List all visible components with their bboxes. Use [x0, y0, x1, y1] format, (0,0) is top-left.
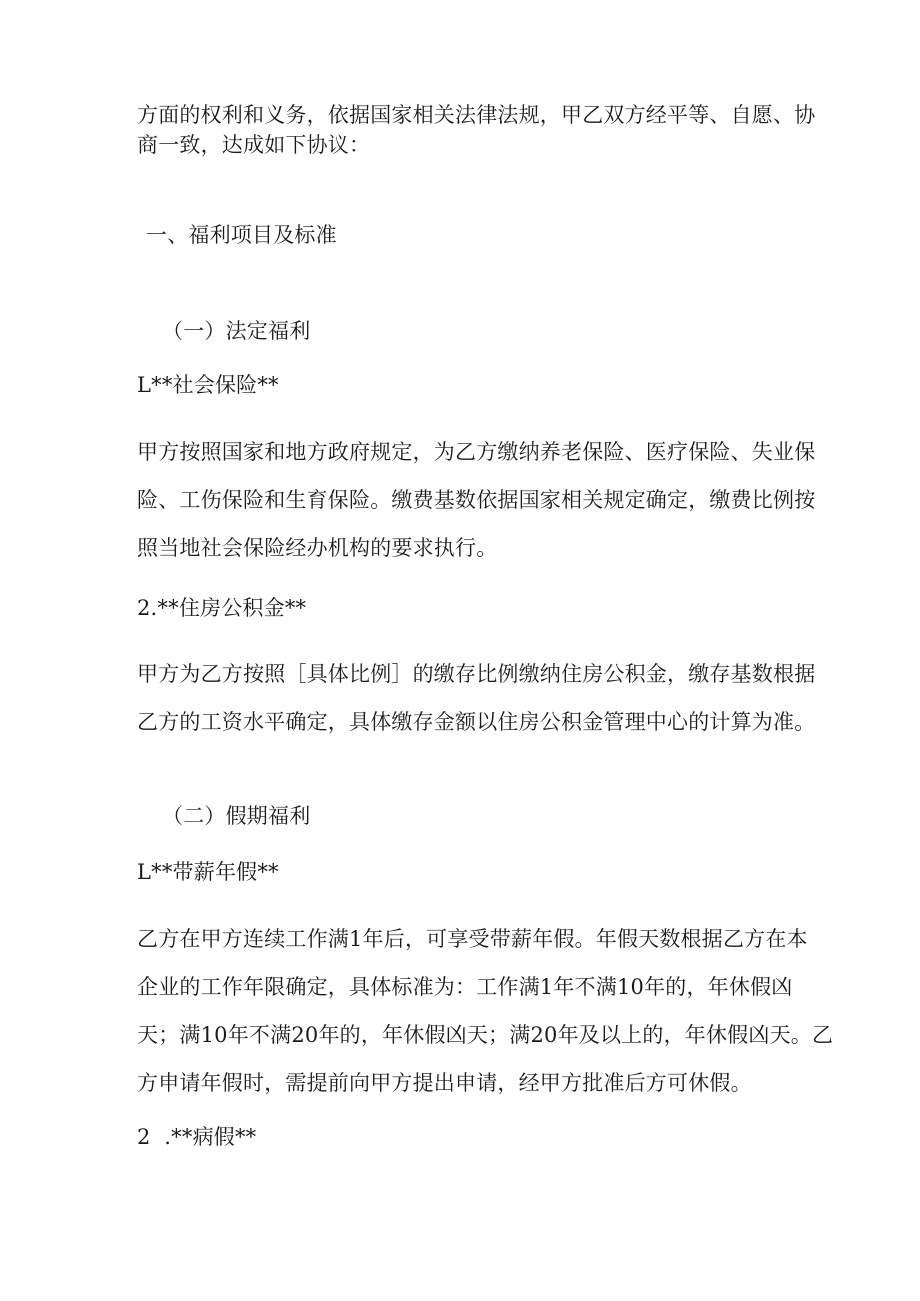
subsection-heading-statutory: （一）法定福利 [162, 319, 311, 343]
subsection-heading-holiday: （二）假期福利 [162, 804, 311, 828]
social-insurance-text-line-3: 照当地社会保险经办机构的要求执行。 [137, 536, 498, 560]
item-title-annual-leave: L**带薪年假** [137, 860, 279, 884]
housing-fund-text-line-2: 乙方的工资水平确定，具体缴存金额以住房公积金管理中心的计算为准。 [137, 710, 816, 734]
intro-text-line-2: 商一致，达成如下协议： [137, 133, 371, 157]
annual-leave-text-line-1: 乙方在甲方连续工作满1年后，可享受带薪年假。年假天数根据乙方在本 [137, 927, 808, 951]
item-title-sick-leave: 2 .**病假** [137, 1125, 257, 1149]
annual-leave-text-line-3: 天；满10年不满20年的，年休假凶天；满20年及以上的，年休假凶天。乙 [137, 1023, 834, 1047]
social-insurance-text-line-1: 甲方按照国家和地方政府规定，为乙方缴纳养老保险、医疗保险、失业保 [137, 440, 816, 464]
annual-leave-text-line-4: 方申请年假时，需提前向甲方提出申请，经甲方批准后方可休假。 [137, 1071, 752, 1095]
intro-text-line-1: 方面的权利和义务，依据国家相关法律法规，甲乙双方经平等、自愿、协 [137, 103, 816, 127]
annual-leave-text-line-2: 企业的工作年限确定，具体标准为：工作满1年不满10年的，年休假凶 [137, 975, 793, 999]
item-title-social-insurance: L**社会保险** [137, 373, 279, 397]
social-insurance-text-line-2: 险、工伤保险和生育保险。缴费基数依据国家相关规定确定，缴费比例按 [137, 488, 816, 512]
item-title-housing-fund: 2.**住房公积金** [137, 596, 307, 620]
section-heading-benefits: 一、福利项目及标准 [146, 223, 337, 247]
housing-fund-text-line-1: 甲方为乙方按照［具体比例］的缴存比例缴纳住房公积金，缴存基数根据 [137, 662, 816, 686]
